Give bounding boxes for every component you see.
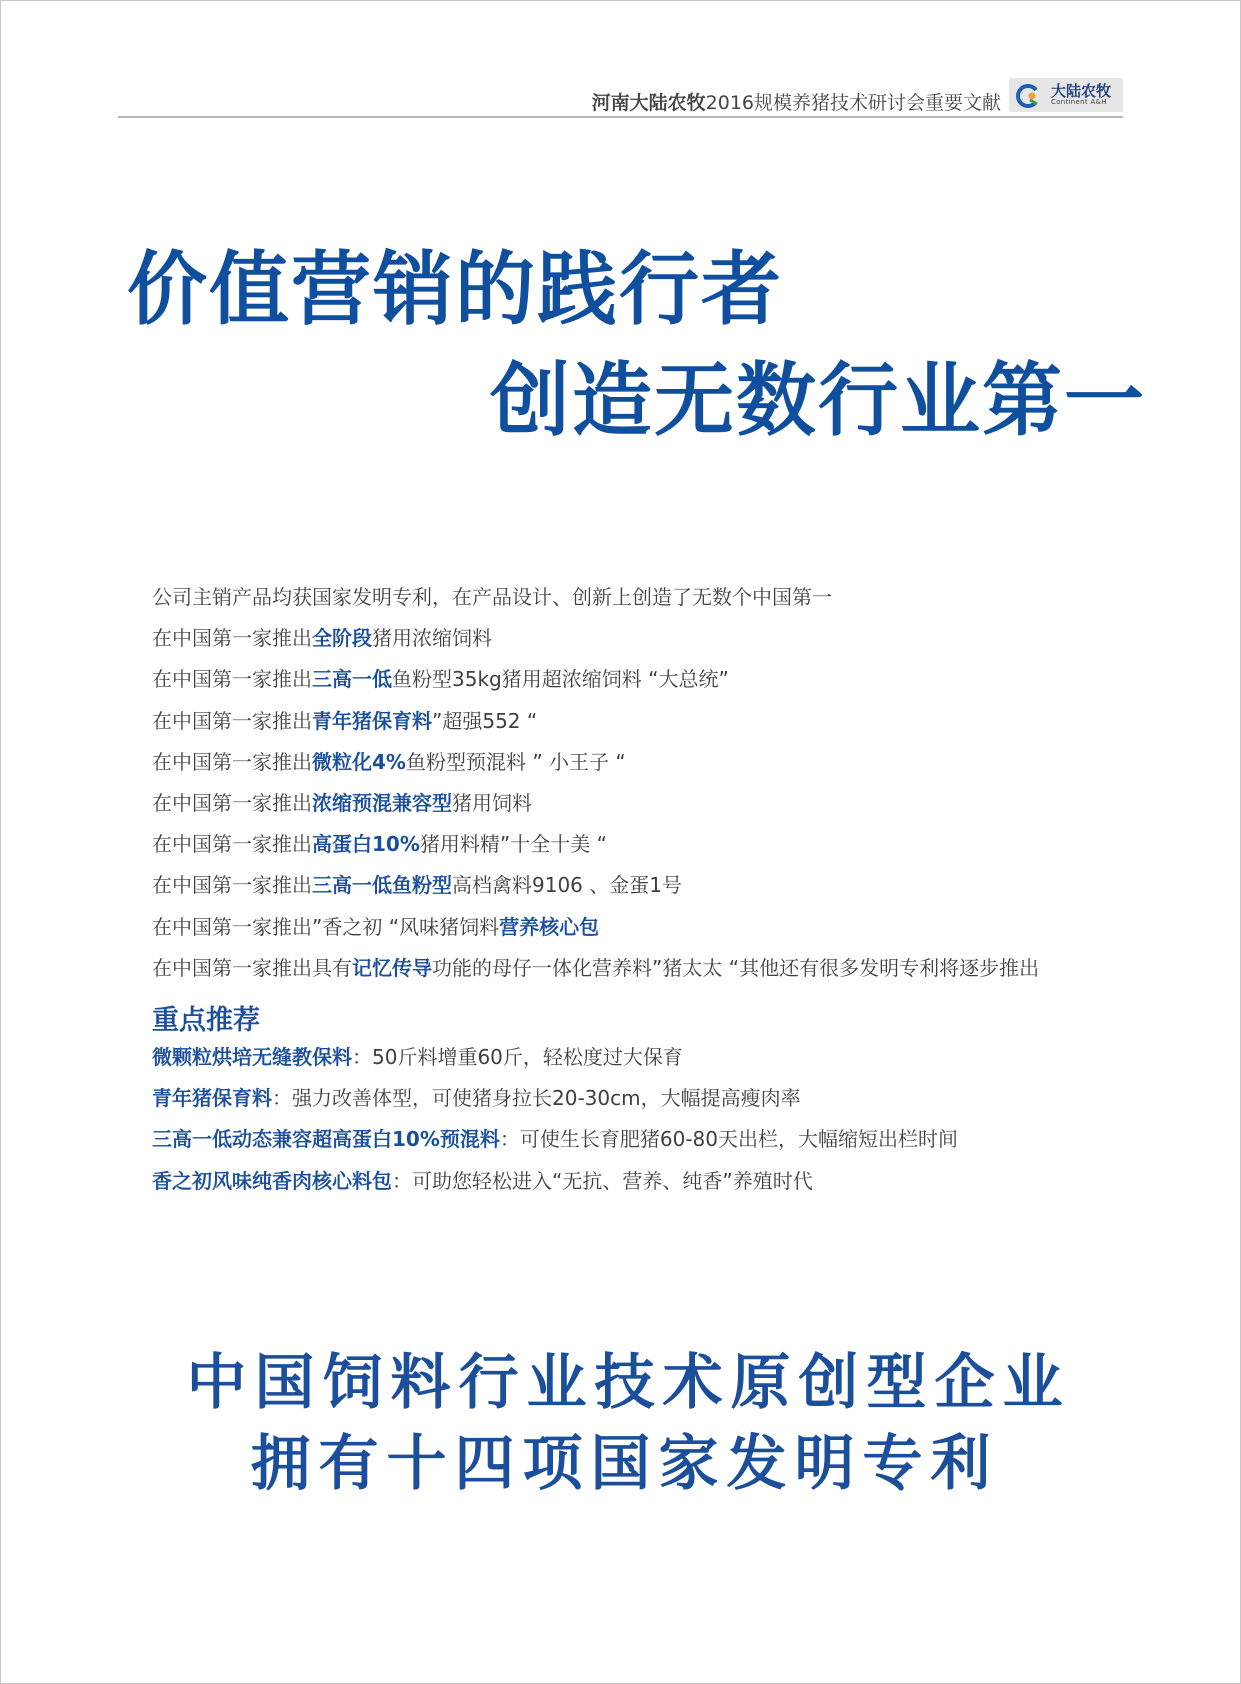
item-suffix: 鱼粉型预混料 ” 小王子 “: [405, 749, 626, 774]
list-item: [152, 868, 1112, 909]
recommend-item: [152, 1081, 1112, 1122]
product-name: 微颗粒烘培无缝教保料: [152, 1045, 352, 1069]
headline-line-1: 价值营销的践行者: [127, 243, 783, 336]
item-highlight: 高蛋白10%: [312, 832, 420, 857]
item-prefix: 在中国第一家推出具有: [152, 955, 352, 980]
list-item: [152, 827, 1112, 868]
recommend-item: [152, 1040, 1112, 1081]
logo-text-en: Continent A&H: [1051, 98, 1107, 106]
list-item: [152, 786, 1112, 827]
item-suffix: 猪用浓缩饲料: [372, 626, 492, 651]
item-highlight: 三高一低: [312, 667, 392, 692]
footer-slogan-2: 拥有十四项国家发明专利: [250, 1429, 999, 1499]
product-desc: ：可使生长育肥猪60-80天出栏，大幅缩短出栏时间: [499, 1127, 958, 1152]
item-prefix: 在中国第一家推出: [152, 667, 312, 692]
list-item: [152, 910, 1112, 951]
page-header: [118, 78, 1123, 118]
item-highlight: 记忆传导: [352, 955, 432, 980]
firsts-list: [152, 580, 1112, 992]
item-highlight: 营养核心包: [499, 914, 600, 939]
list-item: [152, 621, 1112, 662]
header-title: [592, 88, 1001, 115]
product-desc: ：强力改善体型，可使猪身拉长20-30cm，大幅提高瘦肉率: [272, 1086, 801, 1111]
header-title-company: 河南大陆农牧: [591, 92, 706, 114]
item-prefix: 在中国第一家推出: [152, 708, 312, 733]
item-suffix: 猪用饲料: [452, 790, 532, 815]
recommend-list: [152, 1040, 1112, 1205]
item-highlight: 微粒化4%: [312, 749, 406, 774]
company-logo: [1009, 78, 1123, 112]
recommend-item: [152, 1122, 1112, 1163]
logo-icon: [1016, 84, 1040, 108]
footer-slogan-1: 中国饲料行业技术原创型企业: [186, 1348, 1071, 1418]
header-divider: [118, 116, 1123, 118]
item-highlight: 青年猪保育料: [312, 708, 432, 733]
item-prefix: 在中国第一家推出: [152, 626, 312, 651]
item-suffix: ”超强552 “: [432, 708, 538, 733]
list-item: [152, 745, 1112, 786]
item-suffix: 猪用料精”十全十美 “: [419, 832, 607, 857]
item-prefix: 在中国第一家推出: [152, 749, 312, 774]
item-prefix: 在中国第一家推出”香之初 “风味猪饲料: [152, 914, 500, 939]
item-suffix: 功能的母仔一体化营养料”猪太太 “其他还有很多发明专利将逐步推出: [432, 955, 1040, 980]
item-prefix: 在中国第一家推出: [152, 790, 312, 815]
list-item: [152, 704, 1112, 745]
item-suffix: 鱼粉型35kg猪用超浓缩饲料 “大总统”: [392, 667, 729, 692]
item-prefix: 在中国第一家推出: [152, 832, 312, 857]
list-item: [152, 951, 1112, 992]
item-suffix: 高档禽料9106 、金蛋1号: [452, 873, 682, 898]
header-title-doc: 2016规模养猪技术研讨会重要文献: [705, 92, 1001, 114]
product-name: 三高一低动态兼容超高蛋白10%预混料: [152, 1127, 500, 1152]
product-desc: ：50斤料增重60斤，轻松度过大保育: [352, 1045, 683, 1069]
headline-line-2: 创造无数行业第一: [490, 354, 1146, 447]
item-highlight: 三高一低鱼粉型: [312, 873, 452, 898]
product-name: 香之初风味纯香肉核心料包: [152, 1168, 392, 1193]
list-item: [152, 662, 1112, 703]
intro-text: 公司主销产品均获国家发明专利，在产品设计、创新上创造了无数个中国第一: [152, 585, 832, 609]
logo-text-cn: 大陆农牧: [1051, 82, 1112, 100]
product-desc: ：可助您轻松进入“无抗、营养、纯香”养殖时代: [392, 1168, 813, 1193]
item-prefix: 在中国第一家推出: [152, 873, 312, 898]
item-highlight: 浓缩预混兼容型: [312, 790, 452, 815]
item-highlight: 全阶段: [312, 626, 372, 651]
product-name: 青年猪保育料: [152, 1086, 272, 1111]
recommend-item: [152, 1164, 1112, 1205]
recommend-title: 重点推荐: [152, 1005, 260, 1036]
